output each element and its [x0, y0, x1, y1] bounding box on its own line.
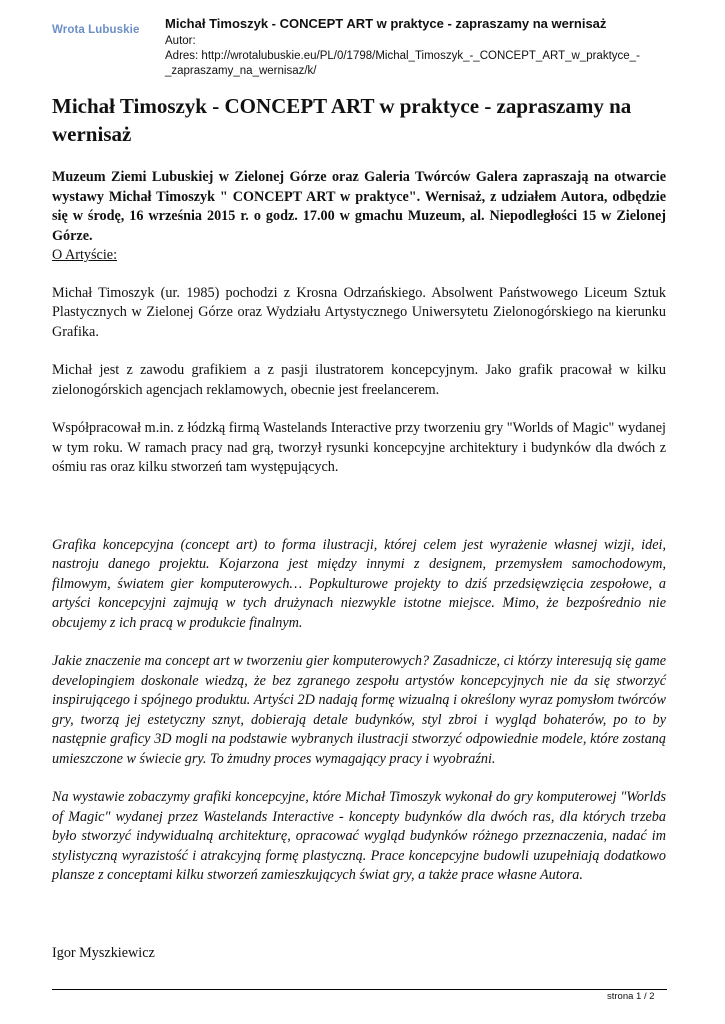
- article-lead: Muzeum Ziemi Lubuskiej w Zielonej Górze oraz Galeria Twórców Galera zapraszają na otwarcie wystawy Michał Timoszyk " CONCEPT ART w praktyce". Wernisaż, z udziałem Autora, odbędzie się w środę, 16 września 2015 r. o godz. 17.00 w gmachu Muzeum, al. Niepodległości 15 w Zielonej Górze.: [52, 169, 666, 244]
- paragraph-exhibition: Na wystawie zobaczymy grafiki koncepcyjne, które Michał Timoszyk wykonał do gry komputerowej "Worlds of Magic" wydanej przez Wastelands Interactive - koncepty budynków dla dwóch ras, dla których trzeba było stworzyć indywidualną architekturę, opracować wygląd budynków różnego przeznaczenia, nadać im stylistyczną wyrazistość i atrakcyjną formę plastyczną. Prace koncepcyjne budowli uzupełniają dodatkowo plansze z conceptami kilku stworzeń zamieszkujących świat gry, a także prace własne Autora.: [52, 789, 666, 883]
- paragraph-bio: Michał Timoszyk (ur. 1985) pochodzi z Krosna Odrzańskiego. Absolwent Państwowego Liceum Sztuk Plastycznych w Zielonej Górze oraz Wydziału Artystycznego Uniwersytetu Zielonogórskiego na kierunku Grafika.: [52, 284, 666, 340]
- footer-divider: [52, 989, 667, 990]
- address-line-2: _zapraszamy_na_wernisaz/k/: [165, 65, 317, 77]
- paragraph-profession: Michał jest z zawodu grafikiem a z pasji ilustratorem koncepcyjnym. Jako grafik pracował w kilku zielonogórskich agencjach reklamowych, obecnie jest freelancerem.: [52, 362, 666, 398]
- signature: Igor Myszkiewicz: [52, 944, 155, 961]
- address-line-1: Adres: http://wrotalubuskie.eu/PL/0/1798/Michal_Timoszyk_-_CONCEPT_ART_w_praktyce_-: [165, 50, 640, 62]
- article: [52, 92, 666, 963]
- paragraph-collaboration: Współpracował m.in. z łódzką firmą Wastelands Interactive przy tworzeniu gry "Worlds of Magic" wydanej w tym roku. W ramach pracy nad grą, tworzył rysunki koncepcyjne architektury i budynków dla dwóch z ośmiu ras oraz kilku stworzeń tam występujących.: [52, 420, 666, 475]
- site-logo: Wrota Lubuskie: [52, 24, 140, 36]
- page-number: strona 1 / 2: [607, 991, 655, 1002]
- about-artist-label: O Artyście:: [52, 247, 118, 263]
- article-title: Michał Timoszyk - CONCEPT ART w praktyce - zapraszamy na wernisaż: [52, 94, 632, 146]
- paragraph-concept-art: Grafika koncepcyjna (concept art) to forma ilustracji, której celem jest wyrażenie własnej wizji, idei, nastroju danego projektu. Kojarzona jest między innymi z designem, przemysłem samochodowym, filmowym, światem gier komputerowych… Popkulturowe projekty to dziś przedsięwzięcia zespołowe, a artyści koncepcyjni zajmują w tych drużynach niezwykle istotne miejsce. Mimo, że bezpośrednio nie obcujemy z ich pracą w produkcie finalnym.: [52, 536, 666, 631]
- paragraph-game-dev: Jakie znaczenie ma concept art w tworzeniu gier komputerowych? Zasadnicze, ci którzy interesują się game developingiem doskonale wiedzą, że bez zgranego zespołu artystów koncepcyjnych nie da się stworzyć inspirującego i spójnego produktu. Artyści 2D nadają formę wizualną i określony wyraz pomysłom twórców gry, tworzą jej estetyczny sznyt, dobierają detale budynków, styl zbroi i wygląd bohaterów, po to by następnie graficy 3D mogli na podstawie wybranych ilustracji stworzyć odpowiednie modele, które zostaną umieszczone w świecie gry. To żmudny proces wymagający pracy i wyobraźni.: [52, 653, 666, 767]
- author-label: Autor:: [165, 35, 196, 47]
- header-meta: [165, 34, 685, 79]
- page-header: [0, 0, 725, 82]
- header-title: Michał Timoszyk - CONCEPT ART w praktyce - zapraszamy na wernisaż: [165, 16, 607, 31]
